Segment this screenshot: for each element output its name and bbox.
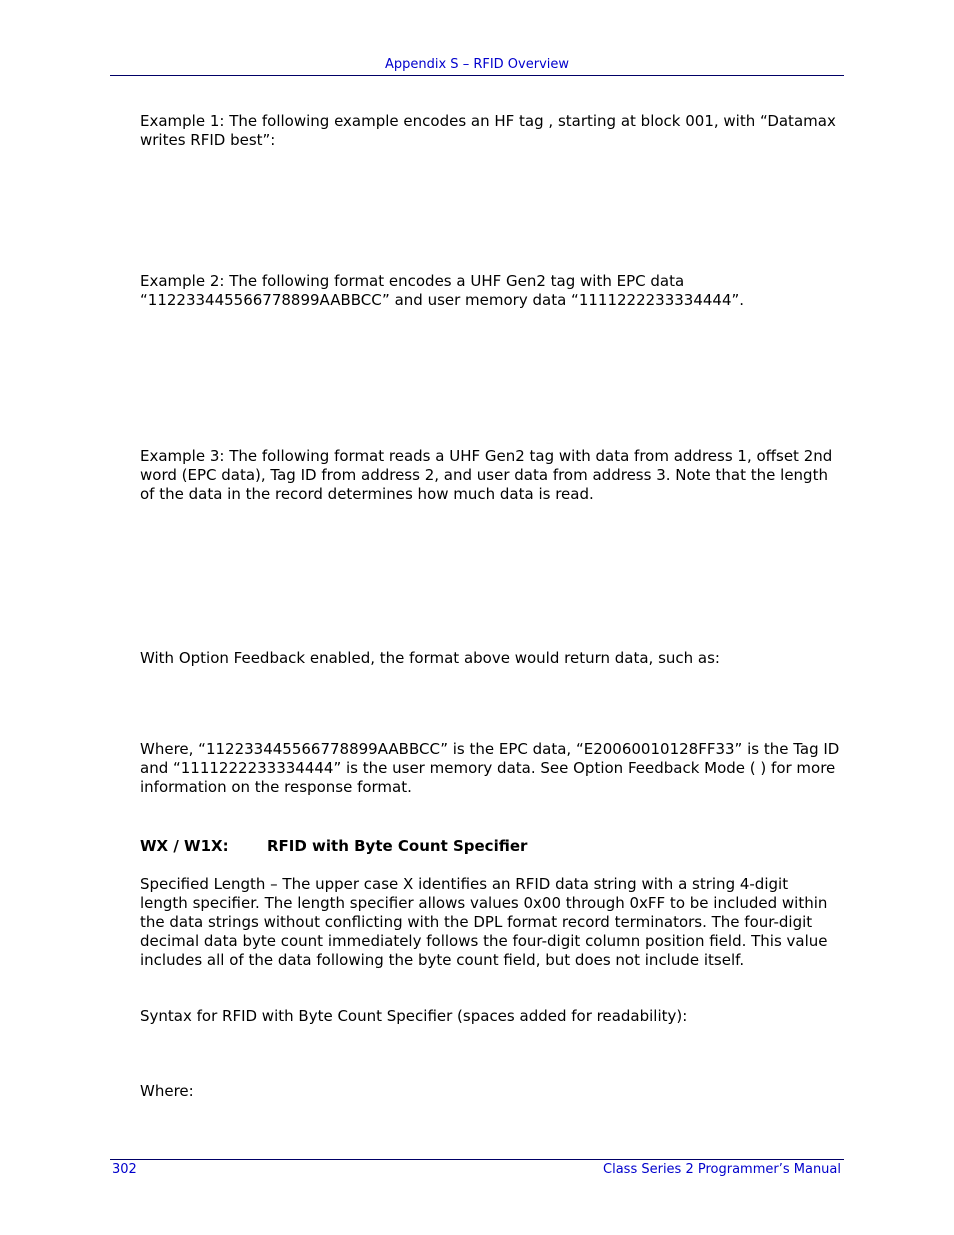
manual-title: Class Series 2 Programmer’s Manual: [603, 1162, 841, 1177]
syntax-paragraph: Syntax for RFID with Byte Count Specifier (spaces added for readability):: [140, 1007, 688, 1025]
header-divider: [110, 75, 844, 76]
example-2-paragraph: Example 2: The following format encodes a UHF Gen2 tag with EPC data “112233445566778899AABBCC” and user memory data “1111222233334444”.: [140, 272, 745, 309]
specified-length-paragraph: Specified Length – The upper case X identifies an RFID data string with a string 4-digit length specifier. The length specifier allows values 0x00 through 0xFF to be included within the data strings without conflicting with the DPL format record terminators. The four-digit decimal data byte count immediately follows the four-digit column position field. This value includes all of the data following the byte count field, but does not include itself.: [140, 875, 828, 969]
footer-divider: [110, 1159, 844, 1160]
response-explanation-paragraph: Where, “112233445566778899AABBCC” is the EPC data, “E20060010128FF33” is the Tag ID and “1111222233334444” is the user memory data. See Option Feedback Mode ( ) for more information on the response format.: [140, 740, 840, 796]
section-heading: [140, 837, 527, 856]
example-3-paragraph: Example 3: The following format reads a UHF Gen2 tag with data from address 1, offset 2nd word (EPC data), Tag ID from address 2, and user data from address 3. Note that the length of the data in the record determines how much data is read.: [140, 447, 833, 503]
section-code: WX / W1X:: [140, 837, 229, 855]
section-title: RFID with Byte Count Specifier: [267, 837, 528, 855]
option-feedback-paragraph: With Option Feedback enabled, the format above would return data, such as:: [140, 649, 720, 667]
page-number: 302: [112, 1162, 137, 1177]
where-label: Where:: [140, 1082, 194, 1100]
running-header: Appendix S – RFID Overview: [384, 57, 570, 72]
example-1-paragraph: Example 1: The following example encodes an HF tag , starting at block 001, with “Datamax writes RFID best”:: [140, 112, 836, 149]
